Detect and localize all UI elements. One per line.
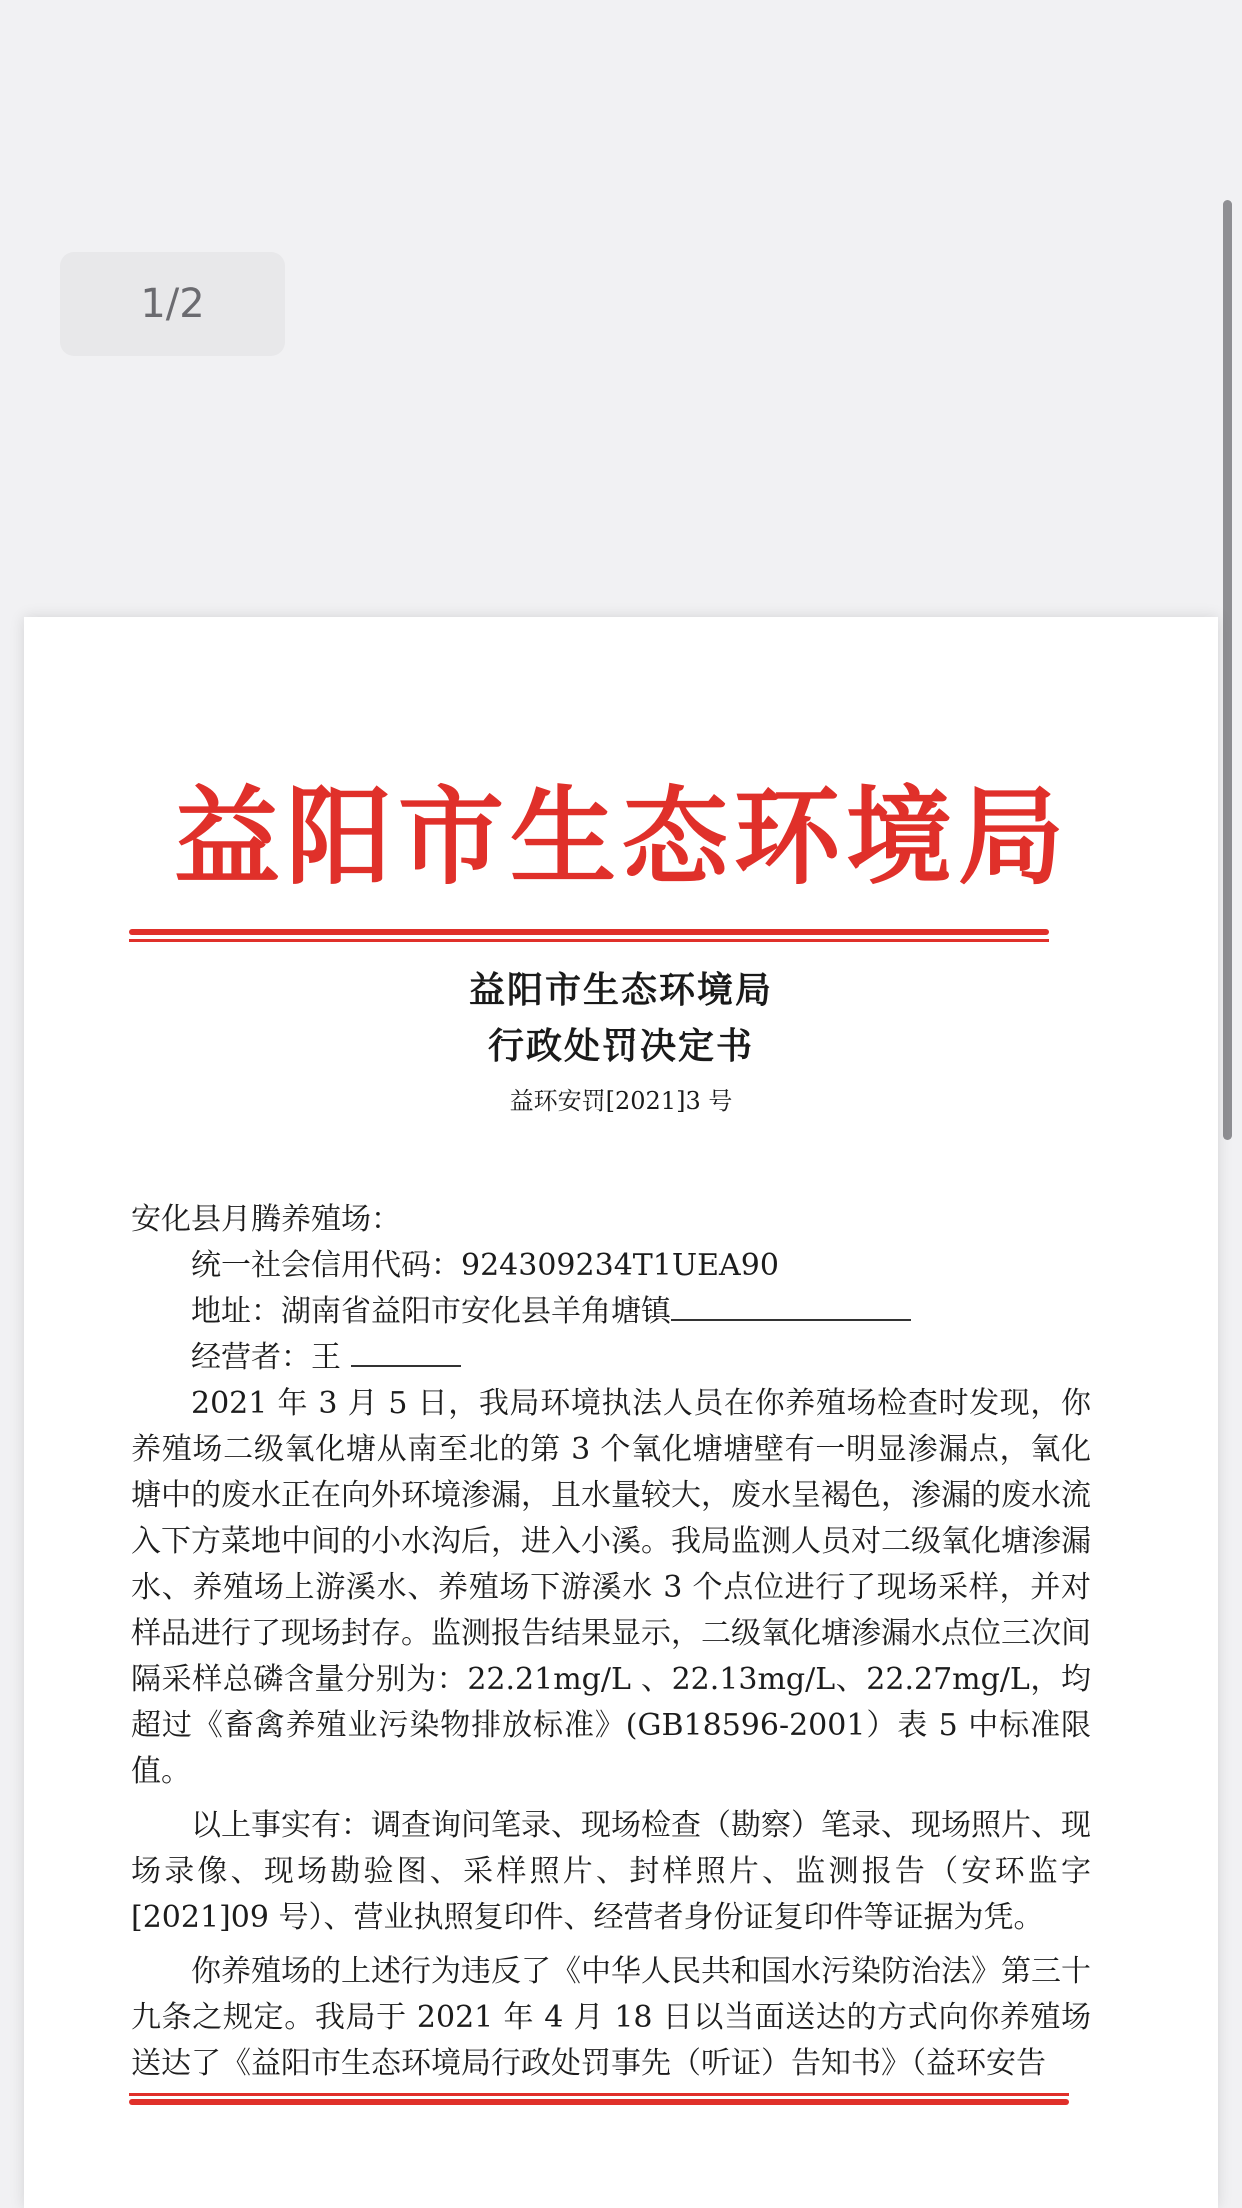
address-value: 湖南省益阳市安化县羊角塘镇 <box>281 1294 671 1329</box>
operator-label: 经营者： <box>191 1340 311 1375</box>
evidence-paragraph: 以上事实有：调查询问笔录、现场检查（勘察）笔录、现场照片、现场录像、现场勘验图、采样照片、封样照片、监测报告（安环监字[2021]09 号）、营业执照复印件、经营者身份证复印件等证据为凭。 <box>131 1808 1091 1935</box>
document-number: 益环安罚[2021]3 号 <box>509 1087 733 1115</box>
credit-code-line <box>131 1243 1091 1289</box>
operator-value: 王 <box>311 1340 341 1375</box>
bottom-divider-thin <box>129 2093 1069 2096</box>
violation-paragraph: 你养殖场的上述行为违反了《中华人民共和国水污染防治法》第三十九条之规定。我局于 2021 年 4 月 18 日以当面送达的方式向你养殖场送达了《益阳市生态环境局行政处罚事先（听证）告知书》（益环安告 <box>131 1954 1091 2081</box>
document-body <box>131 1197 1091 2087</box>
document-title-block <box>24 962 1218 1126</box>
credit-code-label: 统一社会信用代码： <box>191 1248 461 1283</box>
bottom-divider-thick <box>129 2099 1069 2105</box>
page-indicator <box>60 252 285 356</box>
facts-paragraph: 2021 年 3 月 5 日，我局环境执法人员在你养殖场检查时发现，你养殖场二级氧化塘从南至北的第 3 个氧化塘塘壁有一明显渗漏点，氧化塘中的废水正在向外环境渗漏，且水量较大，废水呈褐色，渗漏的废水流入下方菜地中间的小水沟后，进入小溪。我局监测人员对二级氧化塘渗漏水、养殖场上游溪水、养殖场下游溪水 3 个点位进行了现场采样，并对样品进行了现场封存。监测报告结果显示，二级氧化塘渗漏水点位三次间隔采样总磷含量分别为：22.21mg/L 、22.13mg/L、22.27mg/L，均超过《畜禽养殖业污染物排放标准》(GB18596-2001）表 5 中标准限值。 <box>131 1386 1091 1789</box>
vertical-scrollbar[interactable] <box>1223 200 1232 1140</box>
credit-code-value: 924309234T1UEA90 <box>461 1248 779 1283</box>
letterhead-divider <box>129 929 1049 943</box>
operator-line <box>131 1335 1091 1381</box>
address-line <box>131 1289 1091 1335</box>
letterhead-divider-thin <box>129 939 1049 942</box>
letterhead-divider-thick <box>129 929 1049 935</box>
redacted-operator-blank <box>351 1337 461 1367</box>
letterhead-title: 益阳市生态环境局 <box>174 774 1070 899</box>
address-label: 地址： <box>191 1294 281 1329</box>
page-indicator-text: 1/2 <box>140 281 205 327</box>
page-bottom-divider <box>129 2093 1069 2107</box>
document-page <box>24 617 1218 2208</box>
document-issuer: 益阳市生态环境局 <box>468 969 773 1011</box>
recipient-line: 安化县月腾养殖场： <box>131 1202 401 1237</box>
redacted-address-blank <box>671 1291 911 1321</box>
document-title: 行政处罚决定书 <box>487 1025 754 1067</box>
